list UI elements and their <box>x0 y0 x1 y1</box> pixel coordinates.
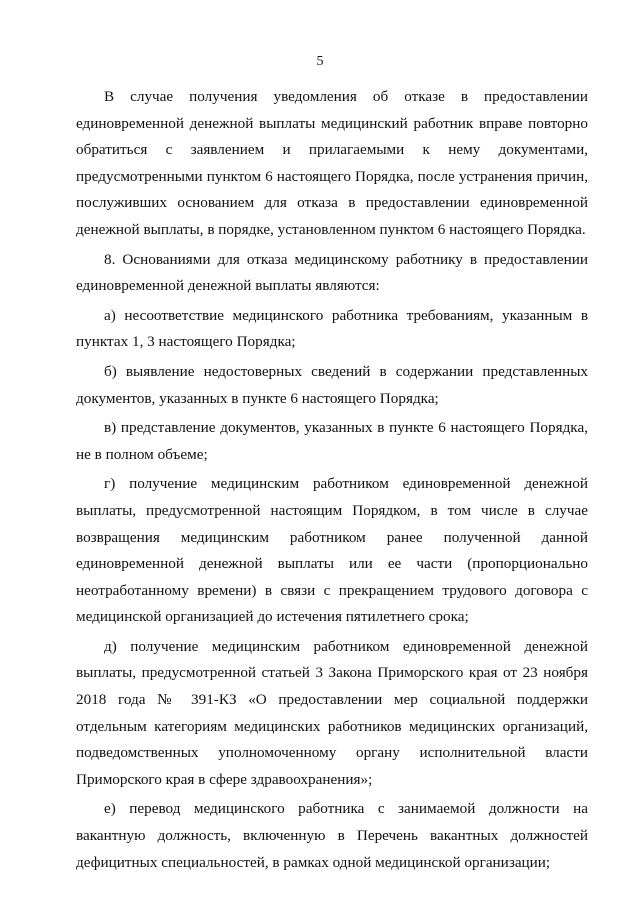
paragraph-subitem-b: б) выявление недостоверных сведений в содержании представленных документов, указанных в пункте 6 настоящего Порядка; <box>76 362 588 407</box>
page-number: 5 <box>316 54 324 69</box>
paragraph-subitem-d: д) получение медицинским работником единовременной денежной выплаты, предусмотренной статьей 3 Закона Приморского края от 23 ноября 2018 года № 391-КЗ «О предоставлении мер социальной поддержки отдельным категориям медицинских работников медицинских организаций, подведомственных уполномоченному органу исполнительной власти Приморского края в сфере здравоохранения»; <box>76 637 588 788</box>
paragraph-subitem-g: г) получение медицинским работником единовременной денежной выплаты, предусмотренной настоящим Порядком, в том числе в случае возвращения медицинским работником ранее полученной данной единовременной денежной выплаты или ее части (пропорционально неотработанному времени) в связи с прекращением трудового договора с медицинской организацией до истечения пятилетнего срока; <box>76 475 588 626</box>
paragraph-subitem-a: а) несоответствие медицинского работника требованиям, указанным в пунктах 1, 3 настоящего Порядка; <box>76 306 588 351</box>
paragraph-item-8-grounds-for-refusal: 8. Основаниями для отказа медицинскому работнику в предоставлении единовременной денежной выплаты являются: <box>76 250 588 295</box>
document-body <box>76 84 588 876</box>
paragraph-subitem-v: в) представление документов, указанных в пункте 6 настоящего Порядка, не в полном объеме; <box>76 419 588 463</box>
paragraph-subitem-e: е) перевод медицинского работника с занимаемой должности на вакантную должность, включенную в Перечень вакантных должностей дефицитных специальностей, в рамках одной медицинской организации; <box>76 800 588 871</box>
paragraph-repeat-application: В случае получения уведомления об отказе в предоставлении единовременной денежной выплаты медицинский работник вправе повторно обратиться с заявлением и прилагаемыми к нему документами, предусмотренными пунктом 6 настоящего Порядка, после устранения причин, послуживших основанием для отказа в предоставлении единовременной денежной выплаты, в порядке, установленном пунктом 6 настоящего Порядка. <box>76 88 588 238</box>
